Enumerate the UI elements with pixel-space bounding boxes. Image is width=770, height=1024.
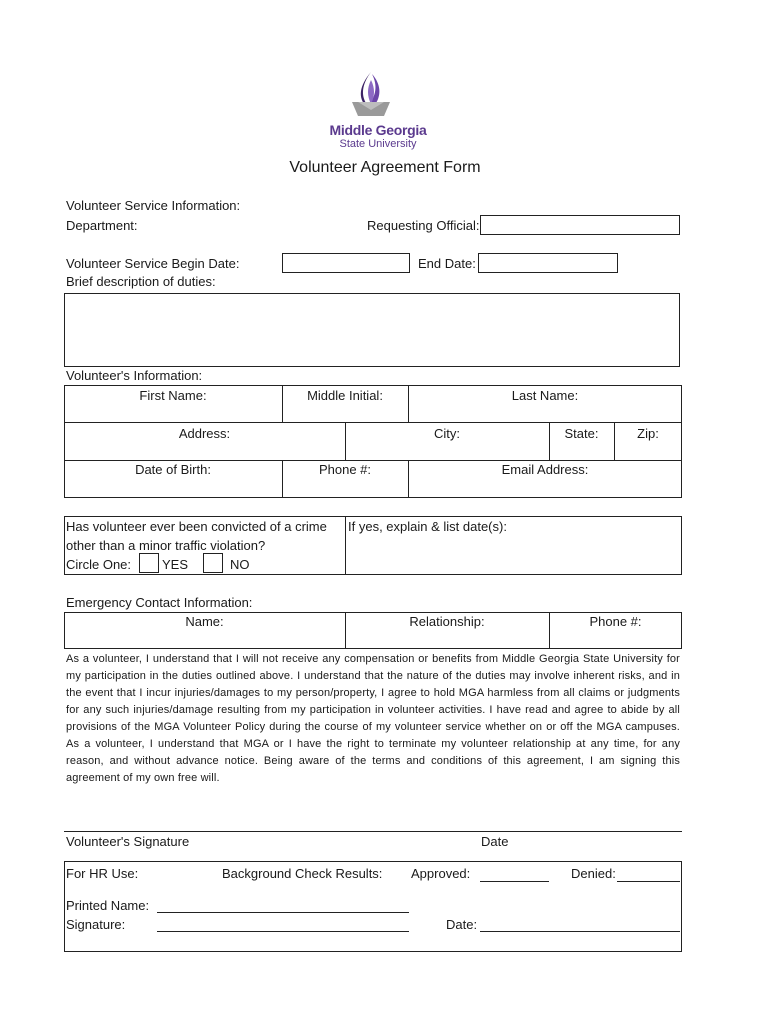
approved-line[interactable] bbox=[480, 881, 549, 882]
hr-date-label: Date: bbox=[446, 917, 478, 932]
begin-date-field[interactable] bbox=[282, 253, 410, 273]
begin-date-label: Volunteer Service Begin Date: bbox=[66, 256, 240, 271]
no-checkbox[interactable] bbox=[203, 553, 223, 573]
university-logo bbox=[318, 70, 438, 152]
row-divider bbox=[64, 460, 682, 461]
volunteer-signature-label: Volunteer's Signature bbox=[66, 834, 190, 849]
denied-label: Denied: bbox=[571, 866, 616, 881]
requesting-official-label: Requesting Official: bbox=[367, 218, 480, 233]
signature-line[interactable] bbox=[64, 831, 682, 832]
row-divider bbox=[64, 422, 682, 423]
logo-name-line1: Middle Georgia bbox=[329, 122, 427, 138]
explain-label: If yes, explain & list date(s): bbox=[348, 519, 507, 534]
city-label: City: bbox=[434, 426, 460, 441]
email-label: Email Address: bbox=[501, 462, 589, 477]
emergency-name-label: Name: bbox=[185, 614, 224, 629]
emergency-phone-label: Phone #: bbox=[589, 614, 642, 629]
yes-checkbox[interactable] bbox=[139, 553, 159, 573]
approved-label: Approved: bbox=[411, 866, 471, 881]
logo-name-line2: State University bbox=[339, 138, 417, 150]
service-info-heading: Volunteer Service Information: bbox=[66, 198, 241, 213]
conviction-question-line1: Has volunteer ever been convicted of a crime bbox=[66, 519, 327, 534]
dob-label: Date of Birth: bbox=[135, 462, 211, 477]
department-label: Department: bbox=[66, 218, 138, 233]
end-date-label: End Date: bbox=[418, 256, 476, 271]
end-date-field[interactable] bbox=[478, 253, 618, 273]
hr-use-label: For HR Use: bbox=[66, 866, 139, 881]
requesting-official-field[interactable] bbox=[480, 215, 680, 235]
hr-signature-label: Signature: bbox=[66, 917, 126, 932]
col-divider bbox=[345, 516, 346, 575]
emergency-relationship-label: Relationship: bbox=[409, 614, 485, 629]
signature-date-label: Date bbox=[481, 834, 509, 849]
middle-initial-label: Middle Initial: bbox=[307, 388, 383, 403]
phone-label: Phone #: bbox=[318, 462, 372, 477]
agreement-paragraph: As a volunteer, I understand that I will not receive any compensation or benefits from Middle Georgia State University for my participation in the duties outlined above. I understand that the nature of the duties may involve inherent risks, and in the event that I incur injuries/damages to my person/property, I agree to hold MGA harmless from all claims or judgments for any such injuries/damage resulting from my participation in volunteer activities. I have read and agree to abide by all provisions of the MGA Volunteer Policy during the course of my volunteer service whether on or off the MGA campuses. As a volunteer, I understand that MGA or I have the right to terminate my volunteer relationship at any time, for any reason, and without advance notice. Being aware of the terms and conditions of this agreement, I am signing this agreement of my own free will. bbox=[66, 653, 680, 784]
duties-textarea[interactable] bbox=[64, 293, 680, 367]
duties-label: Brief description of duties: bbox=[66, 274, 216, 289]
denied-line[interactable] bbox=[617, 881, 680, 882]
hr-signature-line[interactable] bbox=[157, 931, 409, 932]
first-name-label: First Name: bbox=[139, 388, 207, 403]
volunteer-info-heading: Volunteer's Information: bbox=[66, 368, 203, 383]
background-check-label: Background Check Results: bbox=[222, 866, 383, 881]
hr-date-line[interactable] bbox=[480, 931, 680, 932]
printed-name-line[interactable] bbox=[157, 912, 409, 913]
printed-name-label: Printed Name: bbox=[66, 898, 150, 913]
address-label: Address: bbox=[178, 426, 231, 441]
conviction-question-line2: other than a minor traffic violation? bbox=[66, 538, 266, 553]
no-label: NO bbox=[230, 557, 250, 572]
emergency-heading: Emergency Contact Information: bbox=[66, 595, 253, 610]
state-label: State: bbox=[564, 426, 599, 441]
last-name-label: Last Name: bbox=[511, 388, 579, 403]
form-title: Volunteer Agreement Form bbox=[289, 159, 481, 176]
zip-label: Zip: bbox=[637, 426, 659, 441]
yes-label: YES bbox=[162, 557, 189, 572]
circle-one-label: Circle One: bbox=[66, 557, 132, 572]
flame-logo-icon bbox=[318, 70, 438, 122]
